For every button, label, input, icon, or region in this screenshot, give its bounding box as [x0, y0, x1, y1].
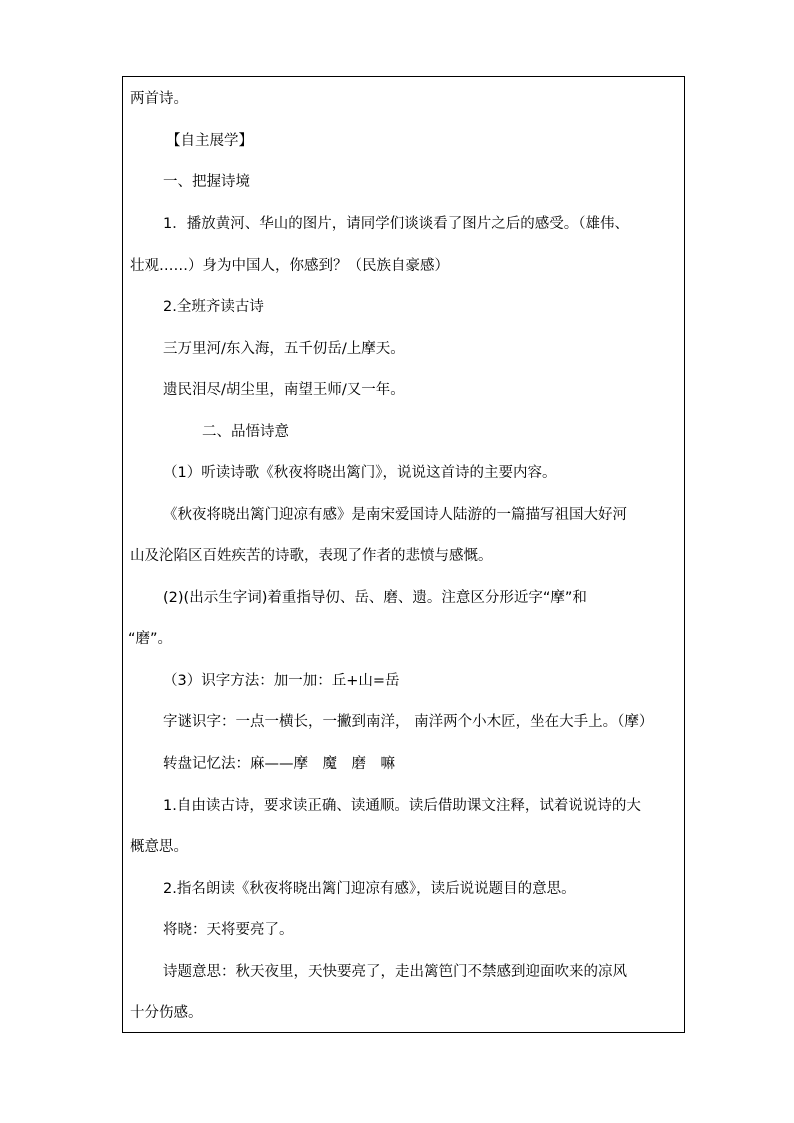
text-line: 转盘记忆法：麻——摩 魔 磨 嘛: [163, 756, 395, 772]
section-heading: 【自主展学】: [166, 133, 253, 149]
poem-line: 三万里河/东入海，五千仞岳/上摩天。: [163, 341, 405, 357]
subsection-heading: 一、把握诗境: [163, 174, 250, 190]
text-line: 诗题意思：秋天夜里，天快要亮了，走出篱笆门不禁感到迎面吹来的凉风: [163, 964, 627, 980]
text-line: 2.全班齐读古诗: [163, 299, 264, 315]
poem-line: 遗民泪尽/胡尘里，南望王师/又一年。: [163, 382, 405, 398]
text-line: 2.指名朗读《秋夜将晓出篱门迎凉有感》，读后说说题目的意思。: [163, 881, 576, 897]
text-line: 字谜识字：一点一横长，一撇到南洋， 南洋两个小木匠，坐在大手上。（摩）: [163, 714, 654, 730]
text-line: 山及沦陷区百姓疾苦的诗歌，表现了作者的悲愤与感慨。: [130, 548, 493, 564]
text-line: （1）听读诗歌《秋夜将晓出篱门》，说说这首诗的主要内容。: [163, 465, 557, 481]
text-line: 两首诗。: [130, 91, 188, 107]
text-line: （3）识字方法：加一加：丘+山=岳: [163, 673, 400, 689]
text-line: 1．播放黄河、华山的图片，请同学们谈谈看了图片之后的感受。（雄伟、: [163, 216, 629, 232]
text-line: (2)(出示生字词)着重指导仞、岳、磨、遗。注意区分形近字“摩”和: [163, 590, 587, 606]
content-table-cell: [122, 76, 685, 1033]
text-line: 将晓：天将要亮了。: [163, 922, 294, 938]
subsection-heading: 二、品悟诗意: [202, 424, 289, 440]
text-line: “磨”。: [128, 631, 173, 647]
text-line: 概意思。: [130, 839, 188, 855]
text-line: 《秋夜将晓出篱门迎凉有感》是南宋爱国诗人陆游的一篇描写祖国大好河: [163, 507, 627, 523]
text-line: 1.自由读古诗，要求读正确、读通顺。读后借助课文注释，试着说说诗的大: [163, 798, 641, 814]
text-line: 壮观……）身为中国人，你感到？（民族自豪感）: [130, 258, 449, 274]
text-line: 十分伤感。: [130, 1005, 203, 1021]
